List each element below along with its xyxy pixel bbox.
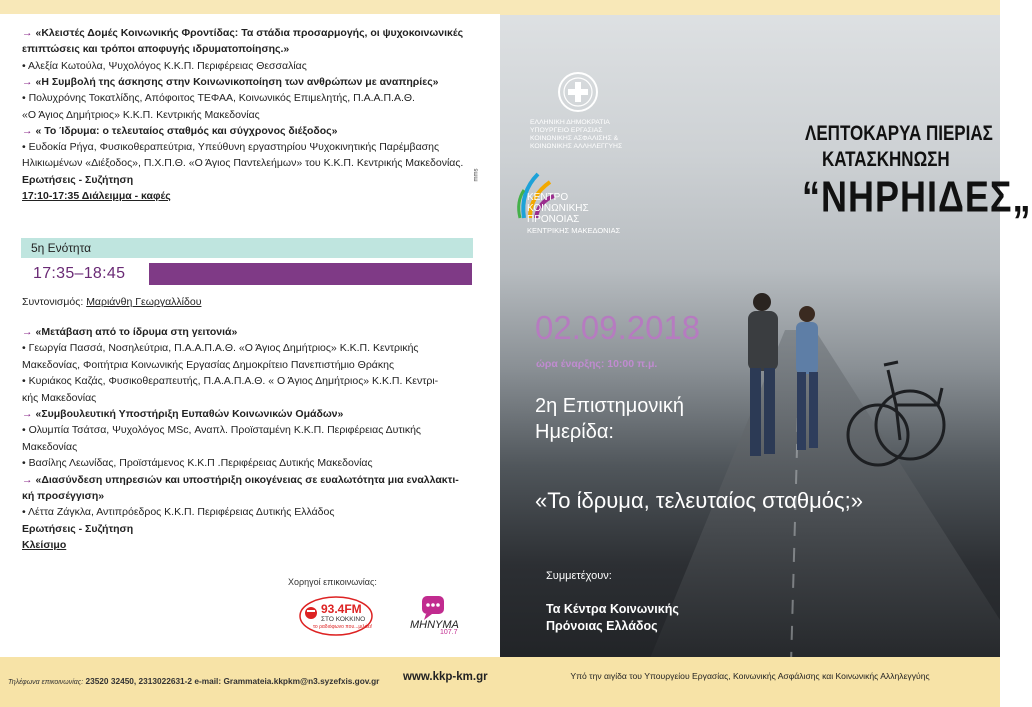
program-line-text: Ερωτήσεις - Συζήτηση [22,522,134,535]
talk-title [22,325,482,339]
ministry_lines-line: ΥΠΟΥΡΓΕΙΟ ΕΡΓΑΣΙΑΣ [530,127,603,134]
program-line [22,489,482,503]
program-line-text: «Κλειστές Δομές Κοινωνικής Φροντίδας: Τα στάδια προσαρμογής, οι ψυχοκοινωνικές [35,27,464,39]
talk-title [22,407,482,421]
program-line [22,374,482,388]
program-line-text: Μακεδονίας [22,440,78,453]
program-line [22,456,482,470]
program-line [22,391,482,405]
participants-line1: Τα Κέντρα Κοινωνικής [546,602,679,616]
program-line-text: • Πολυχρόνης Τοκατλίδης, Απόφοιτος ΤΕΦΑΑ, Κοινωνικός Επιμελητής, Π.Α.Α.Π.Α.Θ. [22,92,415,105]
event-title-line1: 2η Επιστημονική [535,395,684,417]
footer-phones: 23520 32450, 2313022631-2 [85,676,193,686]
ministry_lines-line: ΚΟΙΝΩΝΙΚΗΣ ΑΣΦΑΛΙΣΗΣ & [530,135,619,142]
manyma-sponsor-logo [404,594,464,638]
section-label: 5η Ενότητα [31,241,92,255]
center_lines-line: ΠΡΟΝΟΙΑΣ [527,214,580,225]
program-line [22,189,482,203]
left-page [0,0,500,707]
program-line-text: Ερωτήσεις - Συζήτηση [22,173,134,186]
program-line [22,108,482,122]
manyma-frequency: 107.7 [440,629,458,636]
footer-phone-label: Τηλέφωνα επικοινωνίας: [8,679,84,686]
program-line-text: Ηλικιωμένων «Διέξοδος», Π.Χ.Π.Θ. «Ο Άγιος Παντελεήμων» του Κ.Κ.Π. Κεντρικής Μακεδονίας. [22,157,464,170]
arrow-icon: → [22,124,33,137]
ministry_lines-line: ΚΟΙΝΩΝΙΚΗΣ ΑΛΛΗΛΕΓΓΥΗΣ [530,143,623,150]
participants-line2: Πρόνοιας Ελλάδος [546,619,658,633]
program-line [22,341,482,355]
program-line-text: κής Μακεδονίας [22,391,97,404]
center_lines-line: ΚΟΙΝΩΝΙΚΗΣ [527,203,589,214]
sponsors-label: Χορηγοί επικοινωνίας: [288,577,377,587]
program-line-text: • Ολυμπία Τσάτσα, Ψυχολόγος MSc, Αναπλ. Προϊσταμένη Κ.Κ.Π. Περιφέρειας Δυτικής [22,424,421,437]
event-date: 02.09.2018 [535,309,701,346]
program-line-text: «Η Συμβολή της άσκησης στην Κοινωνικοποίηση των ανθρώπων με αναπηρίες» [35,75,439,88]
arrow-icon: → [22,473,33,486]
coordination-name: Μαριάνθη Γεωργαλλίδου [86,296,202,308]
patronage-text: Υπό την αιγίδα του Υπουργείου Εργασίας, Κοινωνικής Ασφάλισης και Κοινωνικής Αλληλεγγύης [570,671,930,681]
start-time: ώρα έναρξης: 10:00 π.μ. [536,358,658,370]
arrow-icon: → [22,75,33,88]
arrow-icon: → [22,27,33,39]
program-line [22,538,482,552]
right-page [500,0,1032,707]
program-line [22,156,482,170]
section-time: 17:35–18:45 [33,265,126,282]
program-line [22,91,482,105]
program-line-text: επιπτώσεις και τρόποι αποφυγής ιδρυματοποίησης.» [22,43,290,56]
patronage-bar [500,657,1000,707]
program-line [22,423,482,437]
program-line-text: • Κυριάκος Καζάς, Φυσικοθεραπευτής, Π.Α.Α.Π.Α.Θ. « Ο Άγιος Δημήτριος» Κ.Κ.Π. Κεντρι- [22,375,439,388]
venue-line2: ΚΑΤΑΣΚΗΝΩΣΗ [822,147,950,171]
program-line-text: • Βασίλης Λεωνίδας, Προϊστάμενος Κ.Κ.Π .Περιφέρειας Δυτικής Μακεδονίας [22,457,373,470]
program-line-text: «Μετάβαση από το ίδρυμα στη γειτονιά» [35,326,238,338]
ministry_lines-line: ΕΛΛΗΝΙΚΗ ΔΗΜΟΚΡΑΤΙΑ [530,119,610,126]
radio-tagline: το ραδιόφωνο που...μιλάει! [313,624,373,630]
radio-name: ΣΤΟ ΚΟΚΚΙΝΟ [321,616,366,623]
program-line [22,140,482,154]
footer-email[interactable]: Grammateia.kkpkm@n3.syzefxis.gov.gr [223,676,380,686]
talk-title [22,473,482,487]
footer-website[interactable]: www.kkp-km.gr [403,671,488,683]
talk-title [22,26,482,40]
event-subtitle: «Το ίδρυμα, τελευταίος σταθμός;» [535,488,863,513]
program-line-text: κή προσέγγιση» [22,490,105,502]
talk-title [22,124,482,138]
coordination-label: Συντονισμός: [22,296,84,308]
program-line-text: 17:10-17:35 Διάλειμμα - καφές [22,190,171,202]
radio-frequency: 93.4FM [321,602,362,616]
venue-name: “ΝΗΡΗΙΔΕΣ„ [802,172,1032,222]
program-line [22,59,482,73]
program-line-text: • Λέττα Ζάγκλα, Αντιπρόεδρος Κ.Κ.Π. Περιφέρειας Δυτικής Ελλάδος [22,506,335,519]
program-line-text: • Ευδοκία Ρήγα, Φυσικοθεραπεύτρια, Υπεύθυνη εργαστηρίου Ψυχοκινητικής Παρέμβασης [22,141,440,154]
program-line [22,173,482,187]
section-header-bar [21,238,473,258]
program-line-text: «Ο Άγιος Δημήτριος» Κ.Κ.Π. Κεντρικής Μακεδονίας [22,108,260,121]
program-line-text: Κλείσιμο [22,539,67,552]
center-region: ΚΕΝΤΡΙΚΗΣ ΜΑΚΕΔΟΝΙΑΣ [527,226,621,235]
greek-emblem-logo [556,70,600,114]
footer-contact [8,676,379,686]
top-band [0,0,500,14]
event-title-line2: Ημερίδα: [535,421,614,443]
arrow-icon: → [22,326,33,338]
program-line [22,440,482,454]
talk-title [22,75,482,89]
radio-sponsor-logo [299,596,373,636]
arrow-icon: → [22,408,33,420]
vertical-mark: mms [473,168,480,182]
program-line-text: • Αλεξία Κωτούλα, Ψυχολόγος Κ.Κ.Π. Περιφέρειας Θεσσαλίας [22,59,307,72]
program-line-text: • Γεωργία Πασσά, Νοσηλεύτρια, Π.Α.Α.Π.Α.Θ. «Ο Άγιος Δημήτριος» Κ.Κ.Π. Κεντρικής [22,342,419,355]
section-time-box [21,262,149,286]
footer-email-label: e-mail: [194,676,222,686]
venue-line1: ΛΕΠΤΟΚΑΡΥΑ ΠΙΕΡΙΑΣ [805,121,993,145]
program-line-text: « Το Ίδρυμα: ο τελευταίος σταθμός και σύγχρονος διέξοδος» [35,124,338,137]
program-line [22,522,482,536]
program-line-text: «Διασύνδεση υπηρεσιών και υποστήριξη οικογένειας σε ευαλωτότητα μια εναλλακτι- [35,473,459,486]
coordination-line [22,295,482,309]
participants-label: Συμμετέχουν: [546,570,612,582]
footer-bar [0,657,500,707]
program-line-text: «Συμβουλευτική Υποστήριξη Ευπαθών Κοινωνικών Ομάδων» [35,408,344,420]
manyma-name: ΜΗΝΥΜΑ [410,619,459,631]
section-time-bar [21,263,472,285]
program-line-text: Μακεδονίας, Φοιτήτρια Κοινωνικής Εργασίας Δημοκρίτειο Πανεπιστήμιο Θράκης [22,358,395,371]
program-line [22,42,482,56]
center_lines-line: ΚΕΝΤΡΟ [527,192,569,203]
program-line [22,358,482,372]
program-line [22,505,482,519]
